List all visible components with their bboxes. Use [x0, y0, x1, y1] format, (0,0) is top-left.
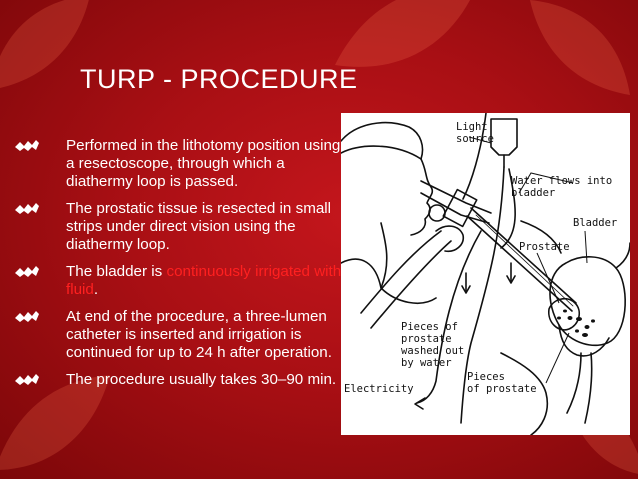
label-water-flows: Water flows into bladder — [511, 175, 613, 199]
bullet-text: The bladder is — [66, 263, 167, 280]
label-pieces: Pieces of prostate — [467, 371, 537, 395]
bullet-text: Performed in the lithotomy position using a resectoscope, through which a diathermy loop is passed. — [66, 137, 341, 190]
bullet-arrow-icon — [14, 309, 40, 323]
bullet-arrow-icon — [14, 264, 40, 278]
bullet-text: The prostatic tissue is resected in small strips under direct vision using the diathermy loop. — [66, 200, 332, 253]
bullet-arrow-icon — [14, 138, 40, 152]
bullet-list — [14, 137, 344, 398]
bullet-arrow-icon — [14, 372, 40, 386]
leaf-decoration-icon — [520, 0, 638, 105]
label-prostate: Prostate — [519, 241, 570, 253]
label-pieces-washed: Pieces of prostate washed out by water — [401, 321, 465, 369]
bullet-text: At end of the procedure, a three-lumen catheter is inserted and irrigation is continued for up to 24 h after operation. — [66, 308, 332, 361]
bullet-highlight-text: continuously irrigated with fluid — [66, 263, 342, 298]
label-bladder: Bladder — [573, 217, 618, 229]
bullet-text: The procedure usually takes 30–90 min. — [66, 371, 337, 388]
label-light-source: Light source — [456, 121, 494, 145]
slide-title: TURP - PROCEDURE — [80, 64, 358, 94]
label-electricity: Electricity — [344, 383, 414, 395]
bullet-item — [14, 308, 344, 362]
bullet-item — [14, 200, 344, 254]
bullet-item — [14, 263, 344, 299]
bullet-item — [14, 137, 344, 191]
bullet-text: . — [93, 281, 99, 298]
bullet-item — [14, 371, 344, 389]
turp-illustration — [341, 113, 630, 435]
bullet-arrow-icon — [14, 201, 40, 215]
